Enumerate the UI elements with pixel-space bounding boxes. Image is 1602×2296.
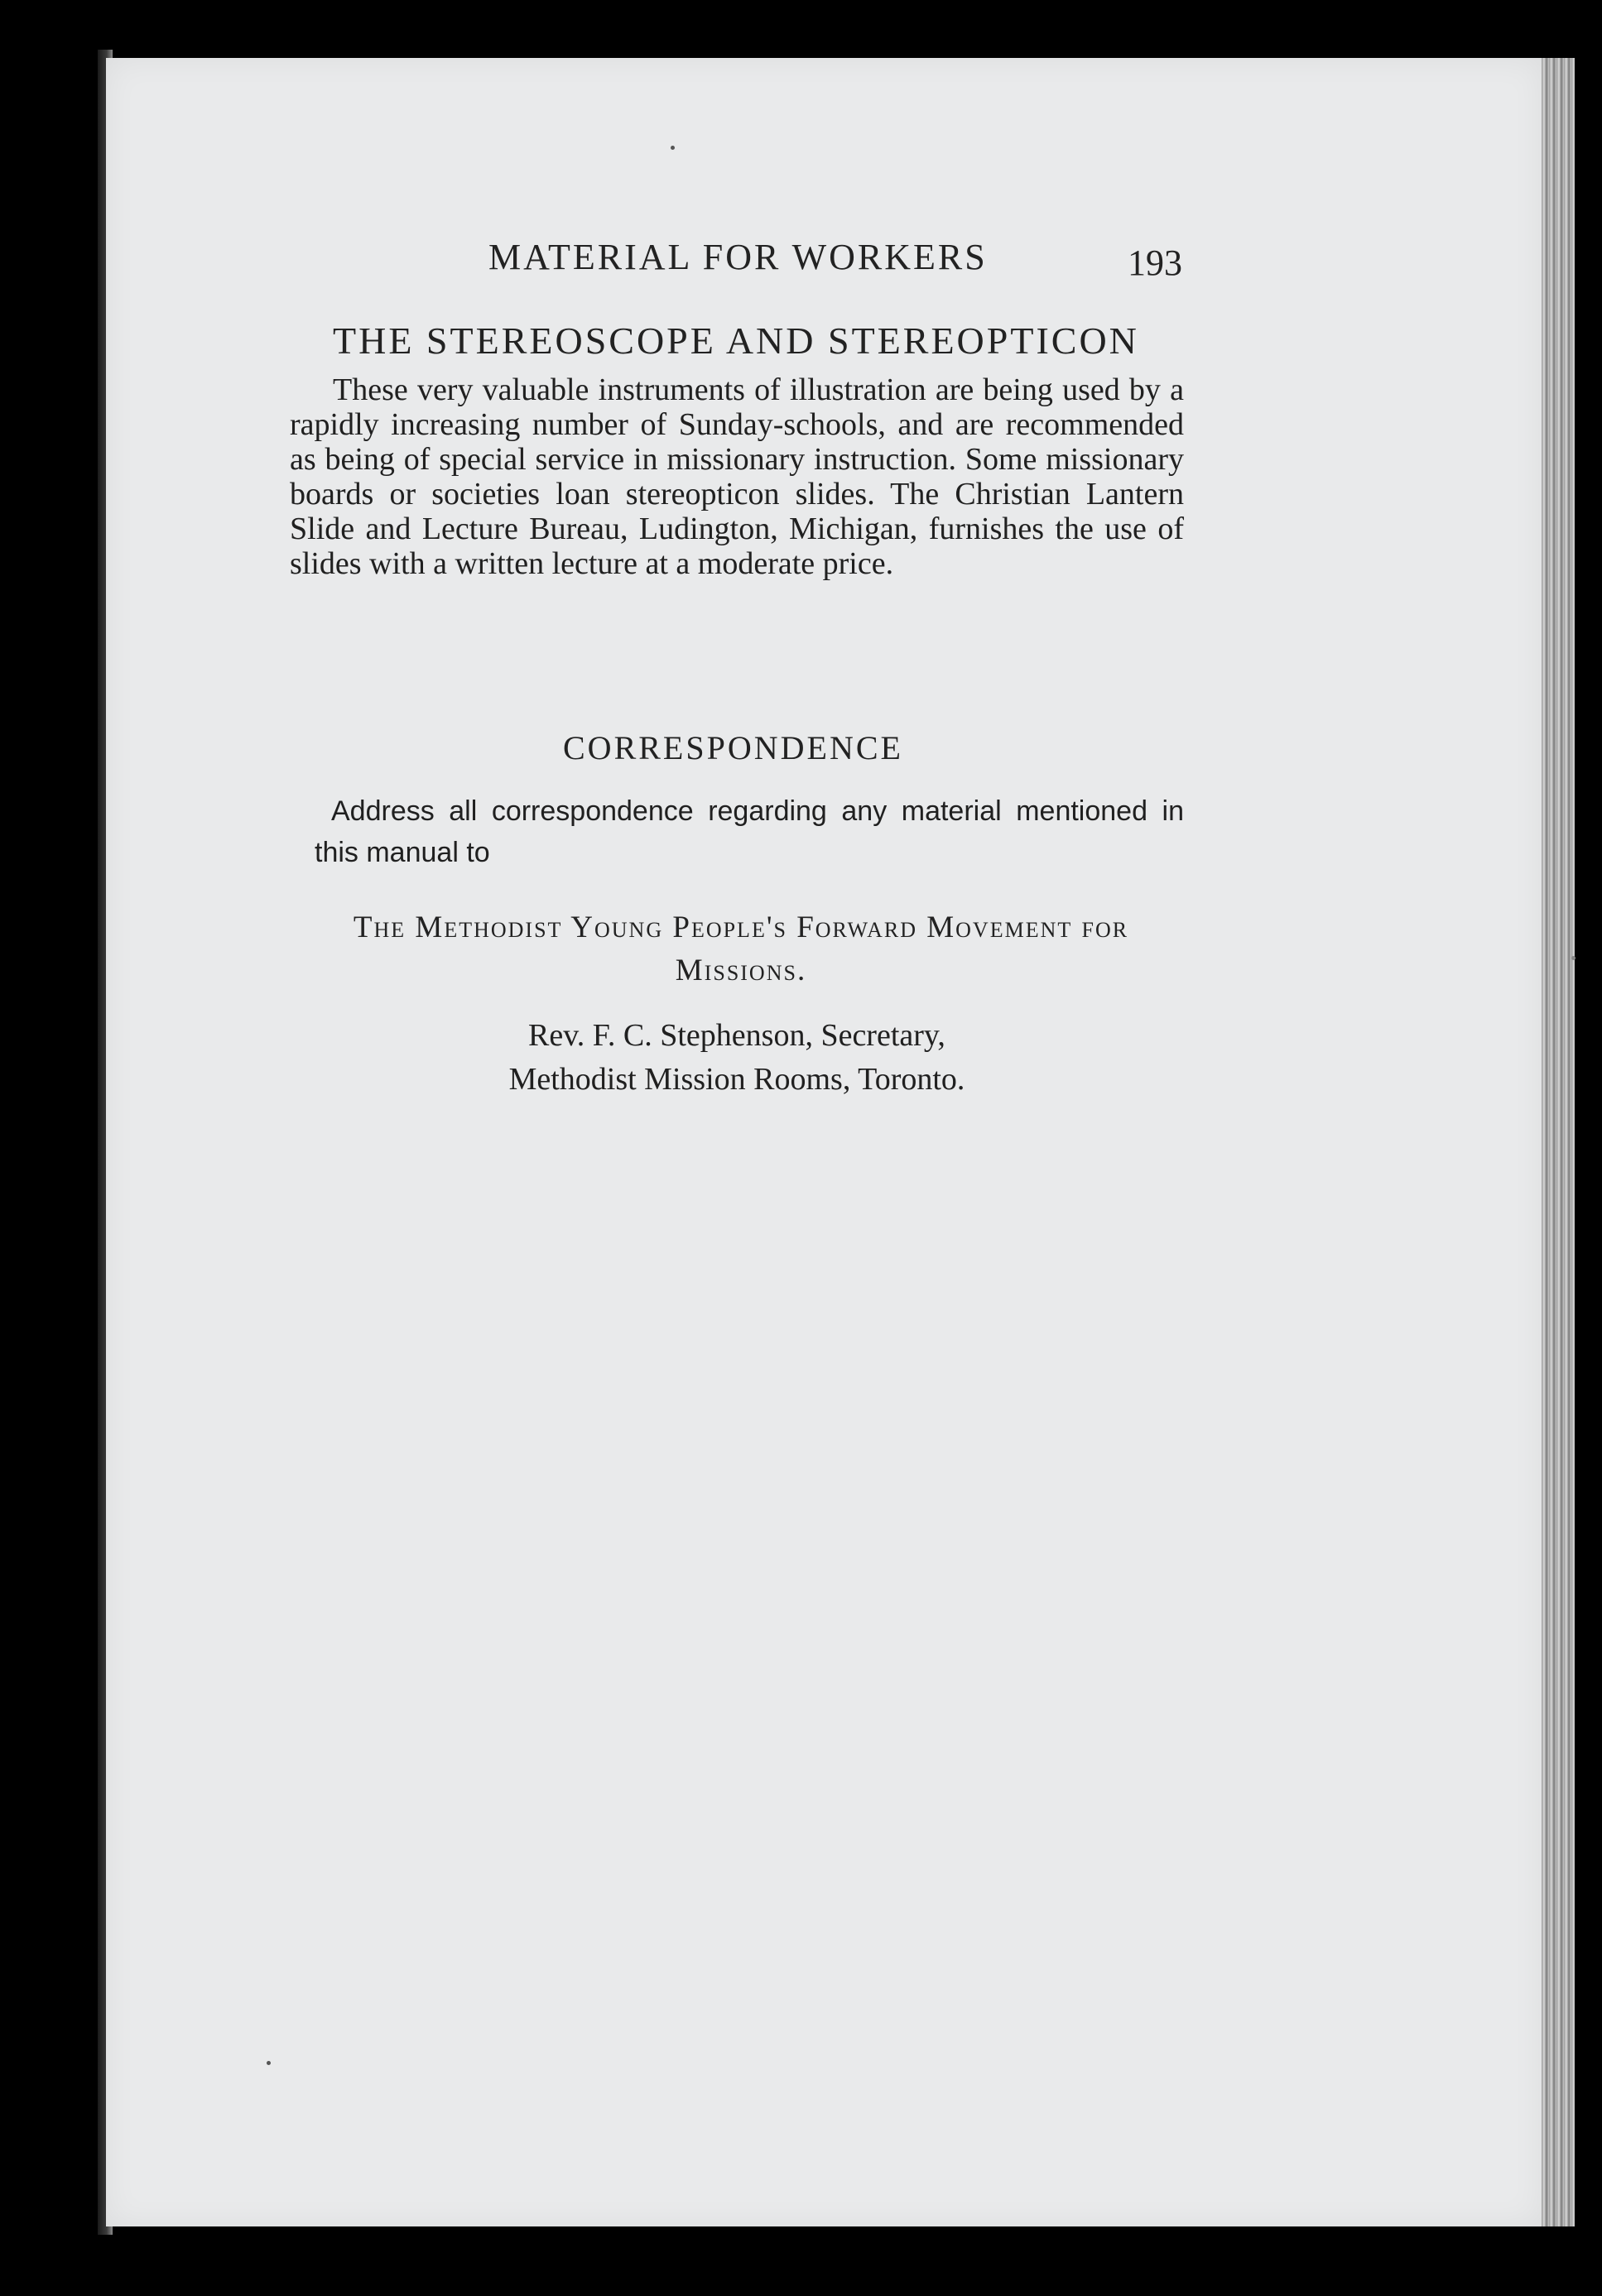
scan-speck — [267, 2061, 271, 2065]
address-block — [397, 1014, 1076, 1102]
paragraph-correspondence: Address all correspondence regarding any material mentioned in this manual to — [315, 795, 1184, 868]
scan-speck — [671, 146, 675, 150]
paragraph-stereoscope: These very valuable instruments of illustration are being used by a rapidly increasing number of Sunday-schools, and are recommended as being of special service in missionary instruction. Some missionary boards or societies loan stereopticon slides. The Christian Lantern Slide and Lecture Bureau, Ludington, Michigan, furnishes the use of slides with a written lecture at a moderate price. — [290, 372, 1184, 581]
organization-name: The Methodist Young People's Forward Movement for Missions. — [353, 910, 1129, 987]
page-number: 193 — [1128, 243, 1182, 283]
address-line-2: Methodist Mission Rooms, Toronto. — [508, 1062, 965, 1097]
section-heading-stereoscope: THE STEREOSCOPE AND STEREOPTICON — [333, 319, 1139, 362]
address-line-1: Rev. F. C. Stephenson, Secretary, — [528, 1018, 945, 1053]
running-head-title: MATERIAL FOR WORKERS — [488, 237, 988, 277]
page-edges — [1542, 58, 1575, 2226]
section-heading-correspondence: CORRESPONDENCE — [563, 729, 903, 766]
scan-speck — [1571, 956, 1576, 960]
